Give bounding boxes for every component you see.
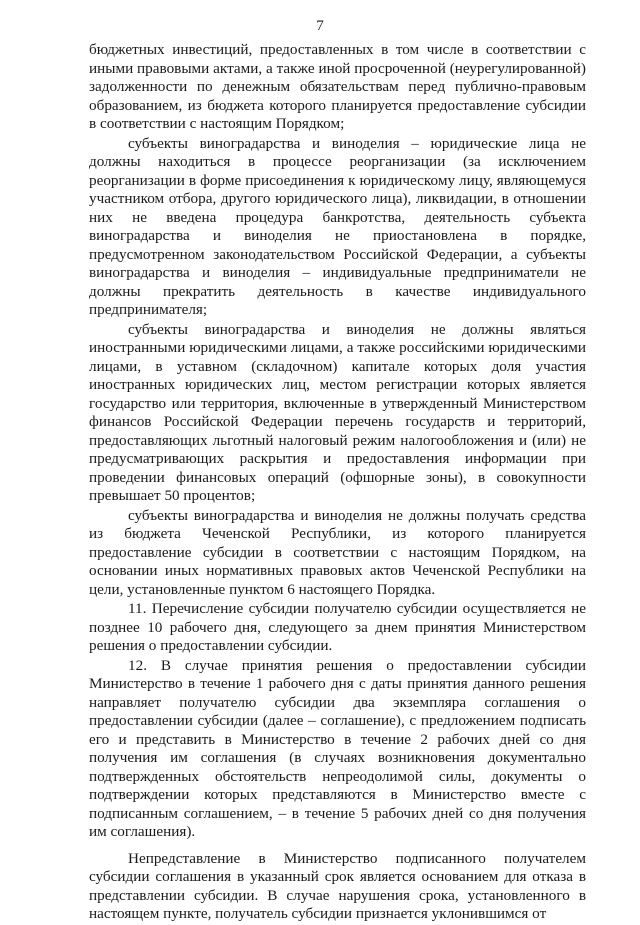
paragraph-budget-funds: субъекты виноградарства и виноделия не должны получать средства из бюджета Чеченской Республики, из которого планируется предоставление субсидии в соответствии с настоящим Порядком, на основании иных нормативных правовых актов Чеченской Республики на цели, установленные пунктом 6 настоящего Порядка. (89, 506, 586, 598)
page-number: 7 (316, 18, 324, 34)
paragraph-item-12: 12. В случае принятия решения о предоставлении субсидии Министерство в течение 1 рабочего дня с даты принятия данного решения направляет получателю субсидии два экземпляра соглашения о предоставлении субсидии (далее – соглашение), с предложением подписать его и представить в Министерство в течение 2 рабочих дней со дня получения им соглашения (в случаях возникновения документально подтвержденных обстоятельств непреодолимой силы, документы о подтверждении которых представляются в Министерство вместе с подписанным соглашением, – в течение 5 рабочих дней со дня получения им соглашения). (89, 656, 586, 840)
paragraph-continuation: бюджетных инвестиций, предоставленных в том числе в соответствии с иными правовыми актами, а также иной просроченной (неурегулированной) задолженности по денежным обязательствам перед публично-правовым образованием, из бюджета которого планируется предоставление субсидии в соответствии с настоящим Порядком; (89, 41, 586, 132)
paragraph-item-11: 11. Перечисление субсидии получателю субсидии осуществляется не позднее 10 рабочего дня, следующего за днем принятия Министерством решения о предоставлении субсидии. (89, 600, 586, 654)
paragraph-non-submission: Непредставление в Министерство подписанного получателем субсидии соглашения в указанный срок является основанием для отказа в представлении субсидии. В случае нарушения срока, установленного в настоящем пункте, получатель субсидии признается уклонившимся от (89, 849, 586, 922)
paragraph-reorganization: субъекты виноградарства и виноделия – юридические лица не должны находиться в процессе реорганизации (за исключением реорганизации в форме присоединения к юридическому лицу, являющемуся участником отбора, другого юридического лица), ликвидации, в отношении них не введена процедура банкротства, деятельность субъекта виноградарства и виноделия не приостановлена в порядке, предусмотренном законодательством Российской Федерации, а субъекты виноградарства и виноделия – индивидуальные предприниматели не должны прекратить деятельность в качестве индивидуального предпринимателя; (89, 134, 586, 318)
document-body (89, 41, 586, 925)
paragraph-foreign-entities: субъекты виноградарства и виноделия не должны являться иностранными юридическими лицами, а также российскими юридическими лицами, в уставном (складочном) капитале которых доля участия иностранных юридических лиц, местом регистрации которых является государство или территория, включенные в утвержденный Министерством финансов Российской Федерации перечень государств и территорий, предоставляющих льготный налоговый режим налогообложения и (или) не предусматривающих раскрытия и предоставления информации при проведении финансовых операций (офшорные зоны), в совокупности превышает 50 процентов; (89, 320, 586, 504)
